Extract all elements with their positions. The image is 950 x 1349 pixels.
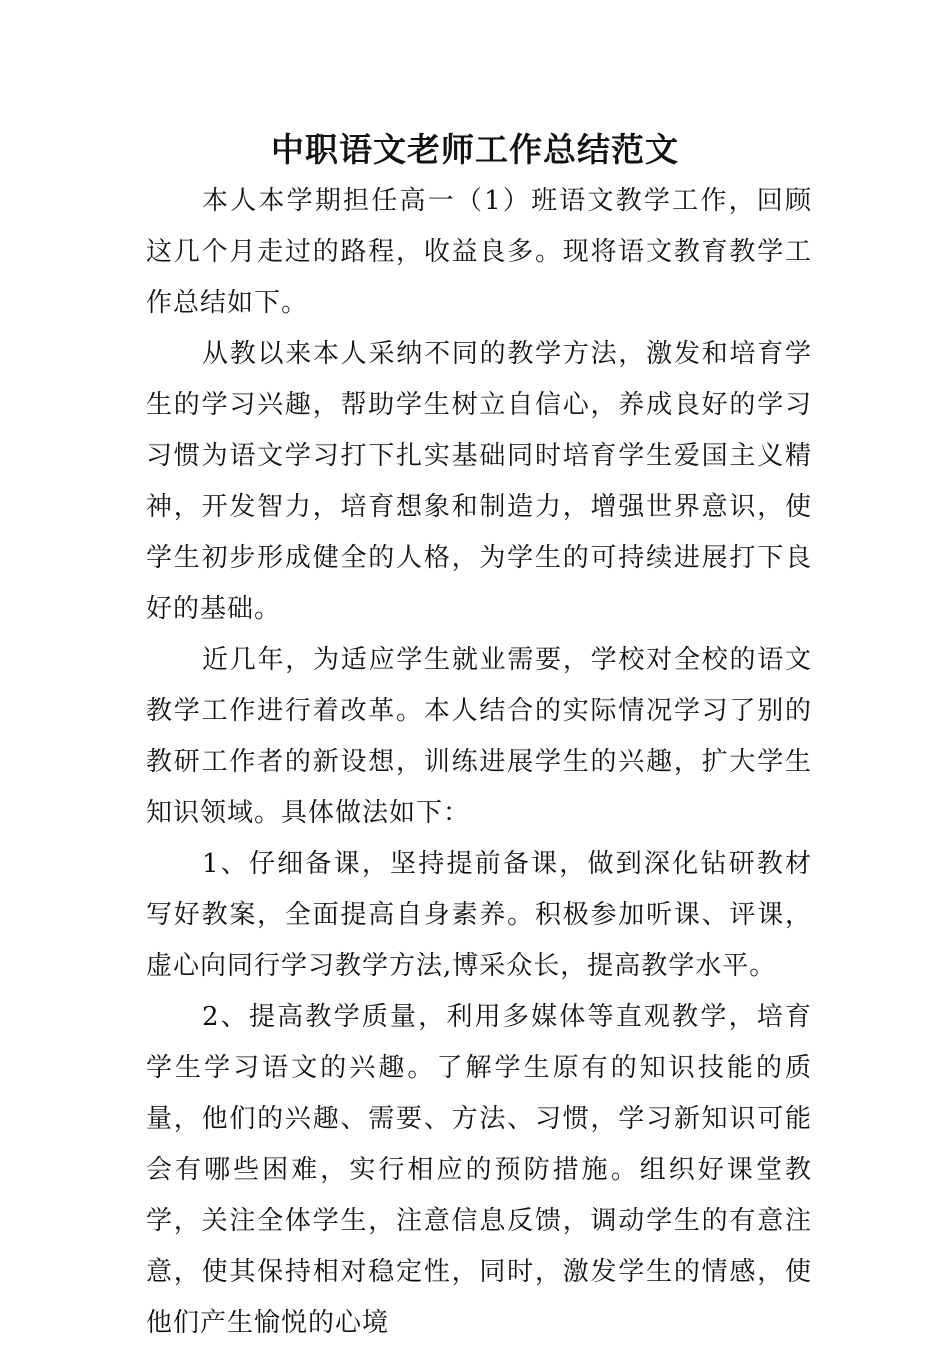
paragraph-4: 1、仔细备课，坚持提前备课，做到深化钻研教材写好教案，全面提高自身素养。积极参加听课、评课，虚心向同行学习教学方法,博采众长，提高教学水平。 [146,849,812,981]
paragraph-1: 本人本学期担任高一（1）班语文教学工作，回顾这几个月走过的路程，收益良多。现将语文教育教学工作总结如下。 [146,186,812,318]
document-title: 中职语文老师工作总结范文 [271,130,679,169]
paragraph-2: 从教以来本人采纳不同的教学方法，激发和培育学生的学习兴趣，帮助学生树立自信心，养成良好的学习习惯为语文学习打下扎实基础同时培育学生爱国主义精神，开发智力，培育想象和制造力，增强世界意识，使学生初步形成健全的人格，为学生的可持续进展打下良好的基础。 [146,339,812,624]
paragraph-3: 近几年，为适应学生就业需要，学校对全校的语文教学工作进行着改革。本人结合的实际情况学习了别的教研工作者的新设想，训练进展学生的兴趣，扩大学生知识领域。具体做法如下： [146,645,812,828]
paragraph-5: 2、提高教学质量，利用多媒体等直观教学，培育学生学习语文的兴趣。了解学生原有的知识技能的质量，他们的兴趣、需要、方法、习惯，学习新知识可能会有哪些困难，实行相应的预防措施。组织好课堂教学，关注全体学生，注意信息反馈，调动学生的有意注意，使其保持相对稳定性，同时，激发学生的情感，使他们产生愉悦的心境 [146,1002,812,1338]
document-body [146,176,812,1349]
